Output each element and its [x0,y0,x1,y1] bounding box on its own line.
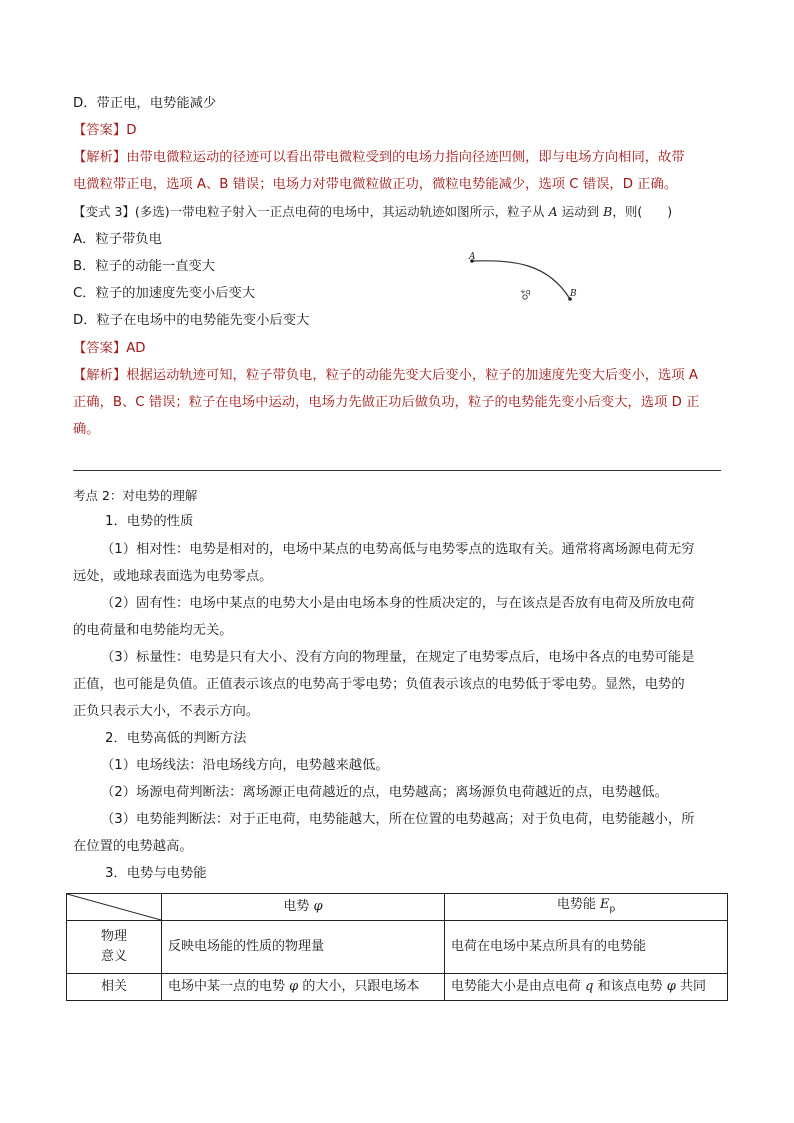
option-d-prev: D．带正电，电势能减少 [73,96,217,111]
method-1: （1）电场线法：沿电场线方向，电势越来越低。 [101,758,389,773]
p3-line3: 正负只表示大小，不表示方向。 [73,704,260,719]
method-3-line2: 在位置的电势越高。 [73,839,193,854]
analysis-tag: 【解析】 [73,368,127,383]
analysis-line2: 正确，B、C 错误；粒子在电场中运动，电场力先做正功后做负功，粒子的电势能先变小后变大，选项 D 正 [73,395,700,410]
cell-text-a: 电场中某一点的电势 [168,979,290,994]
question-prefix: 【变式 3】(多选)一带电粒子射入一正点电荷的电场中，其运动轨迹如图所示，粒子从 [73,204,549,219]
p1-line2: 远处，或地球表面选为电势零点。 [73,569,273,584]
analysis-tag: 【解析】 [73,150,127,165]
point-b-ref: B [603,204,613,219]
cell-text-b: 的大小，只跟电场本 [298,979,420,994]
label-charge: +q [520,288,531,296]
header-potential-energy [445,894,728,921]
answer-value: AD [126,341,146,356]
point-a-ref: A [548,204,558,219]
answer-tag: 【答案】 [73,341,127,356]
analysis-text: 根据运动轨迹可知，粒子带负电，粒子的动能先变大后变小，粒子的加速度先变大后变小，选项 A [126,368,698,383]
cell-energy-meaning: 电荷在电场中某点所具有的电势能 [445,921,728,974]
analysis-line1 [73,366,698,386]
diagonal-header-cell [67,894,162,921]
analysis-line3: 确。 [73,422,100,437]
analysis-prev-line1 [73,148,685,168]
section-divider [73,470,721,471]
answer-tag: 【答案】 [73,123,127,138]
phi-symbol: φ [666,979,676,994]
cell-text-a: 电势能大小是由点电荷 [451,979,586,994]
method-2: （2）场源电荷判断法：离场源正电荷越近的点，电势越高；离场源负电荷越近的点，电势越低。 [101,785,668,800]
analysis-prev-line2: 电微粒带正电，选项 A、B 错误；电场力对带电微粒做正功，微粒电势能减少，选项 C 错误，D 正确。 [73,177,678,192]
cell-potential-related [162,974,445,1001]
table-row [67,974,728,1001]
heading-1: 1．电势的性质 [105,514,194,529]
comparison-table [66,893,728,1001]
option-b: B．粒子的动能一直变大 [73,259,216,274]
row-label-related: 相关 [67,974,162,1001]
header-potential [162,894,445,921]
table-row [67,921,728,974]
variant3-question [73,202,672,222]
p2-line2: 的电荷量和电势能均无关。 [73,623,233,638]
cell-text-c: 共同 [675,979,706,994]
heading-3: 3．电势与电势能 [105,866,207,881]
question-mid: 运动到 [557,204,604,219]
table-header-row [67,894,728,921]
q-symbol: q [585,979,594,994]
cell-energy-related [445,974,728,1001]
section-title: 考点 2：对电势的理解 [73,488,198,503]
answer-line-prev [73,121,136,141]
p3-line2: 正值，也可能是负值。正值表示该点的电势高于零电势；负值表示该点的电势低于零电势。显然，电势的 [73,677,685,692]
option-d: D．粒子在电场中的电势能先变小后变大 [73,313,310,328]
header-energy-text: 电势能 [556,896,600,912]
row-label-line2: 意义 [100,949,127,964]
phi-symbol: φ [289,979,299,994]
answer-line [73,339,146,359]
label-b: B [570,289,577,299]
analysis-text: 由带电微粒运动的径迹可以看出带电微粒受到的电场力指向径迹凹侧，即与电场方向相同，故带 [126,150,685,165]
diagonal-line [67,894,161,920]
cell-potential-meaning: 反映电场能的性质的物理量 [162,921,445,974]
trajectory-diagram [462,250,602,310]
ep-subscript: p [609,904,616,915]
p3-line1: （3）标量性：电势是只有大小、没有方向的物理量，在规定了电势零点后，电场中各点的电势可能是 [101,650,695,665]
p2-line1: （2）固有性：电场中某点的电势大小是由电场本身的性质决定的，与在该点是否放有电荷及所放电荷 [101,596,695,611]
header-potential-text: 电势 [283,899,314,914]
p1-line1: （1）相对性：电势是相对的，电场中某点的电势高低与电势零点的选取有关。通常将离场源电荷无穷 [101,542,695,557]
row-label-meaning [67,921,162,974]
cell-text-b: 和该点电势 [593,979,667,994]
method-3-line1: （3）电势能判断法：对于正电荷，电势能越大，所在位置的电势越高；对于负电荷，电势能越小，所 [101,812,695,827]
answer-value: D [126,123,137,138]
row-label-line1: 物理 [100,929,127,944]
option-a: A．粒子带负电 [73,232,162,247]
ep-symbol: E [599,896,610,912]
heading-2: 2．电势高低的判断方法 [105,731,247,746]
option-c: C．粒子的加速度先变小后变大 [73,286,256,301]
phi-symbol: φ [313,899,323,914]
label-a: A [469,252,476,262]
question-suffix: ，则( ) [612,204,673,219]
